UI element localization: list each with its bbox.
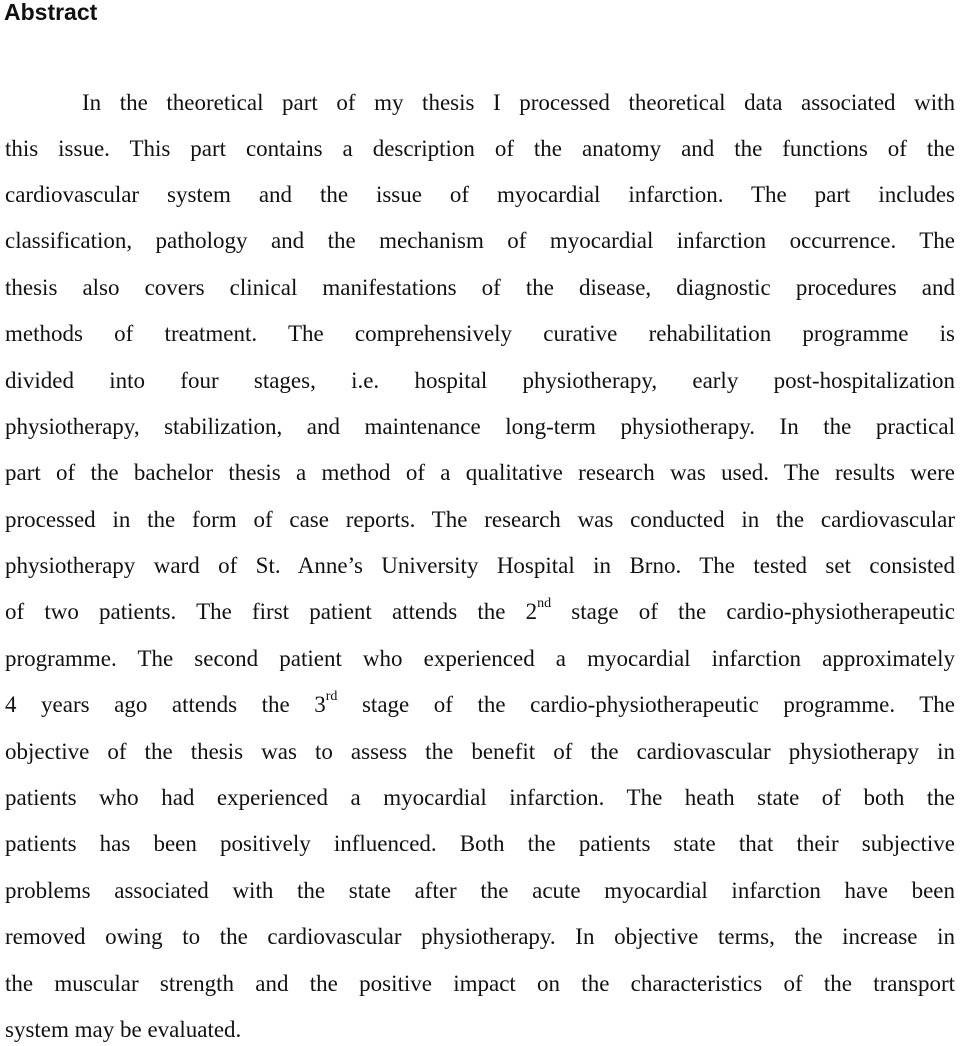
paragraph-line: physiotherapy ward of St. Anne’s University Hospital in Brno. The tested set consisted — [5, 553, 955, 578]
paragraph-line: programme. The second patient who experienced a myocardial infarction approximately — [5, 646, 955, 671]
paragraph-line: removed owing to the cardiovascular physiotherapy. In objective terms, the increase in — [5, 924, 955, 949]
paragraph-line: problems associated with the state after the acute myocardial infarction have been — [5, 878, 955, 903]
line-text-after: stage of the cardio-physiotherapeutic — [551, 599, 955, 624]
paragraph-line: this issue. This part contains a description of the anatomy and the functions of the — [5, 136, 955, 161]
line-text-before: of two patients. The first patient attends the 2 — [5, 599, 538, 624]
paragraph-line: classification, pathology and the mechanism of myocardial infarction occurrence. The — [5, 228, 955, 253]
line-text-after: stage of the cardio-physiotherapeutic programme. The — [337, 692, 955, 717]
paragraph-line: patients who had experienced a myocardial infarction. The heath state of both the — [5, 785, 955, 810]
paragraph-line — [5, 598, 955, 626]
ordinal-superscript: rd — [325, 689, 338, 704]
paragraph-line: processed in the form of case reports. The research was conducted in the cardiovascular — [5, 507, 955, 532]
paragraph-line: physiotherapy, stabilization, and maintenance long-term physiotherapy. In the practical — [5, 414, 955, 439]
paragraph-line: divided into four stages, i.e. hospital physiotherapy, early post-hospitalization — [5, 368, 955, 393]
paragraph-line — [5, 691, 955, 719]
paragraph-line: patients has been positively influenced. Both the patients state that their subjective — [5, 831, 955, 856]
paragraph-line: part of the bachelor thesis a method of a qualitative research was used. The results were — [5, 460, 955, 485]
paragraph-line: thesis also covers clinical manifestations of the disease, diagnostic procedures and — [5, 275, 955, 300]
paragraph-line: system may be evaluated. — [5, 1017, 242, 1042]
paragraph-line: the muscular strength and the positive impact on the characteristics of the transport — [5, 971, 955, 996]
paragraph-line: objective of the thesis was to assess the benefit of the cardiovascular physiotherapy in — [5, 739, 955, 764]
paragraph-line: cardiovascular system and the issue of myocardial infarction. The part includes — [5, 182, 955, 207]
paragraph-line: methods of treatment. The comprehensively curative rehabilitation programme is — [5, 321, 955, 346]
abstract-heading: Abstract — [4, 0, 98, 25]
line-text-before: 4 years ago attends the 3 — [5, 692, 326, 717]
paragraph-line: In the theoretical part of my thesis I processed theoretical data associated with — [82, 90, 955, 115]
ordinal-superscript: nd — [537, 596, 552, 611]
